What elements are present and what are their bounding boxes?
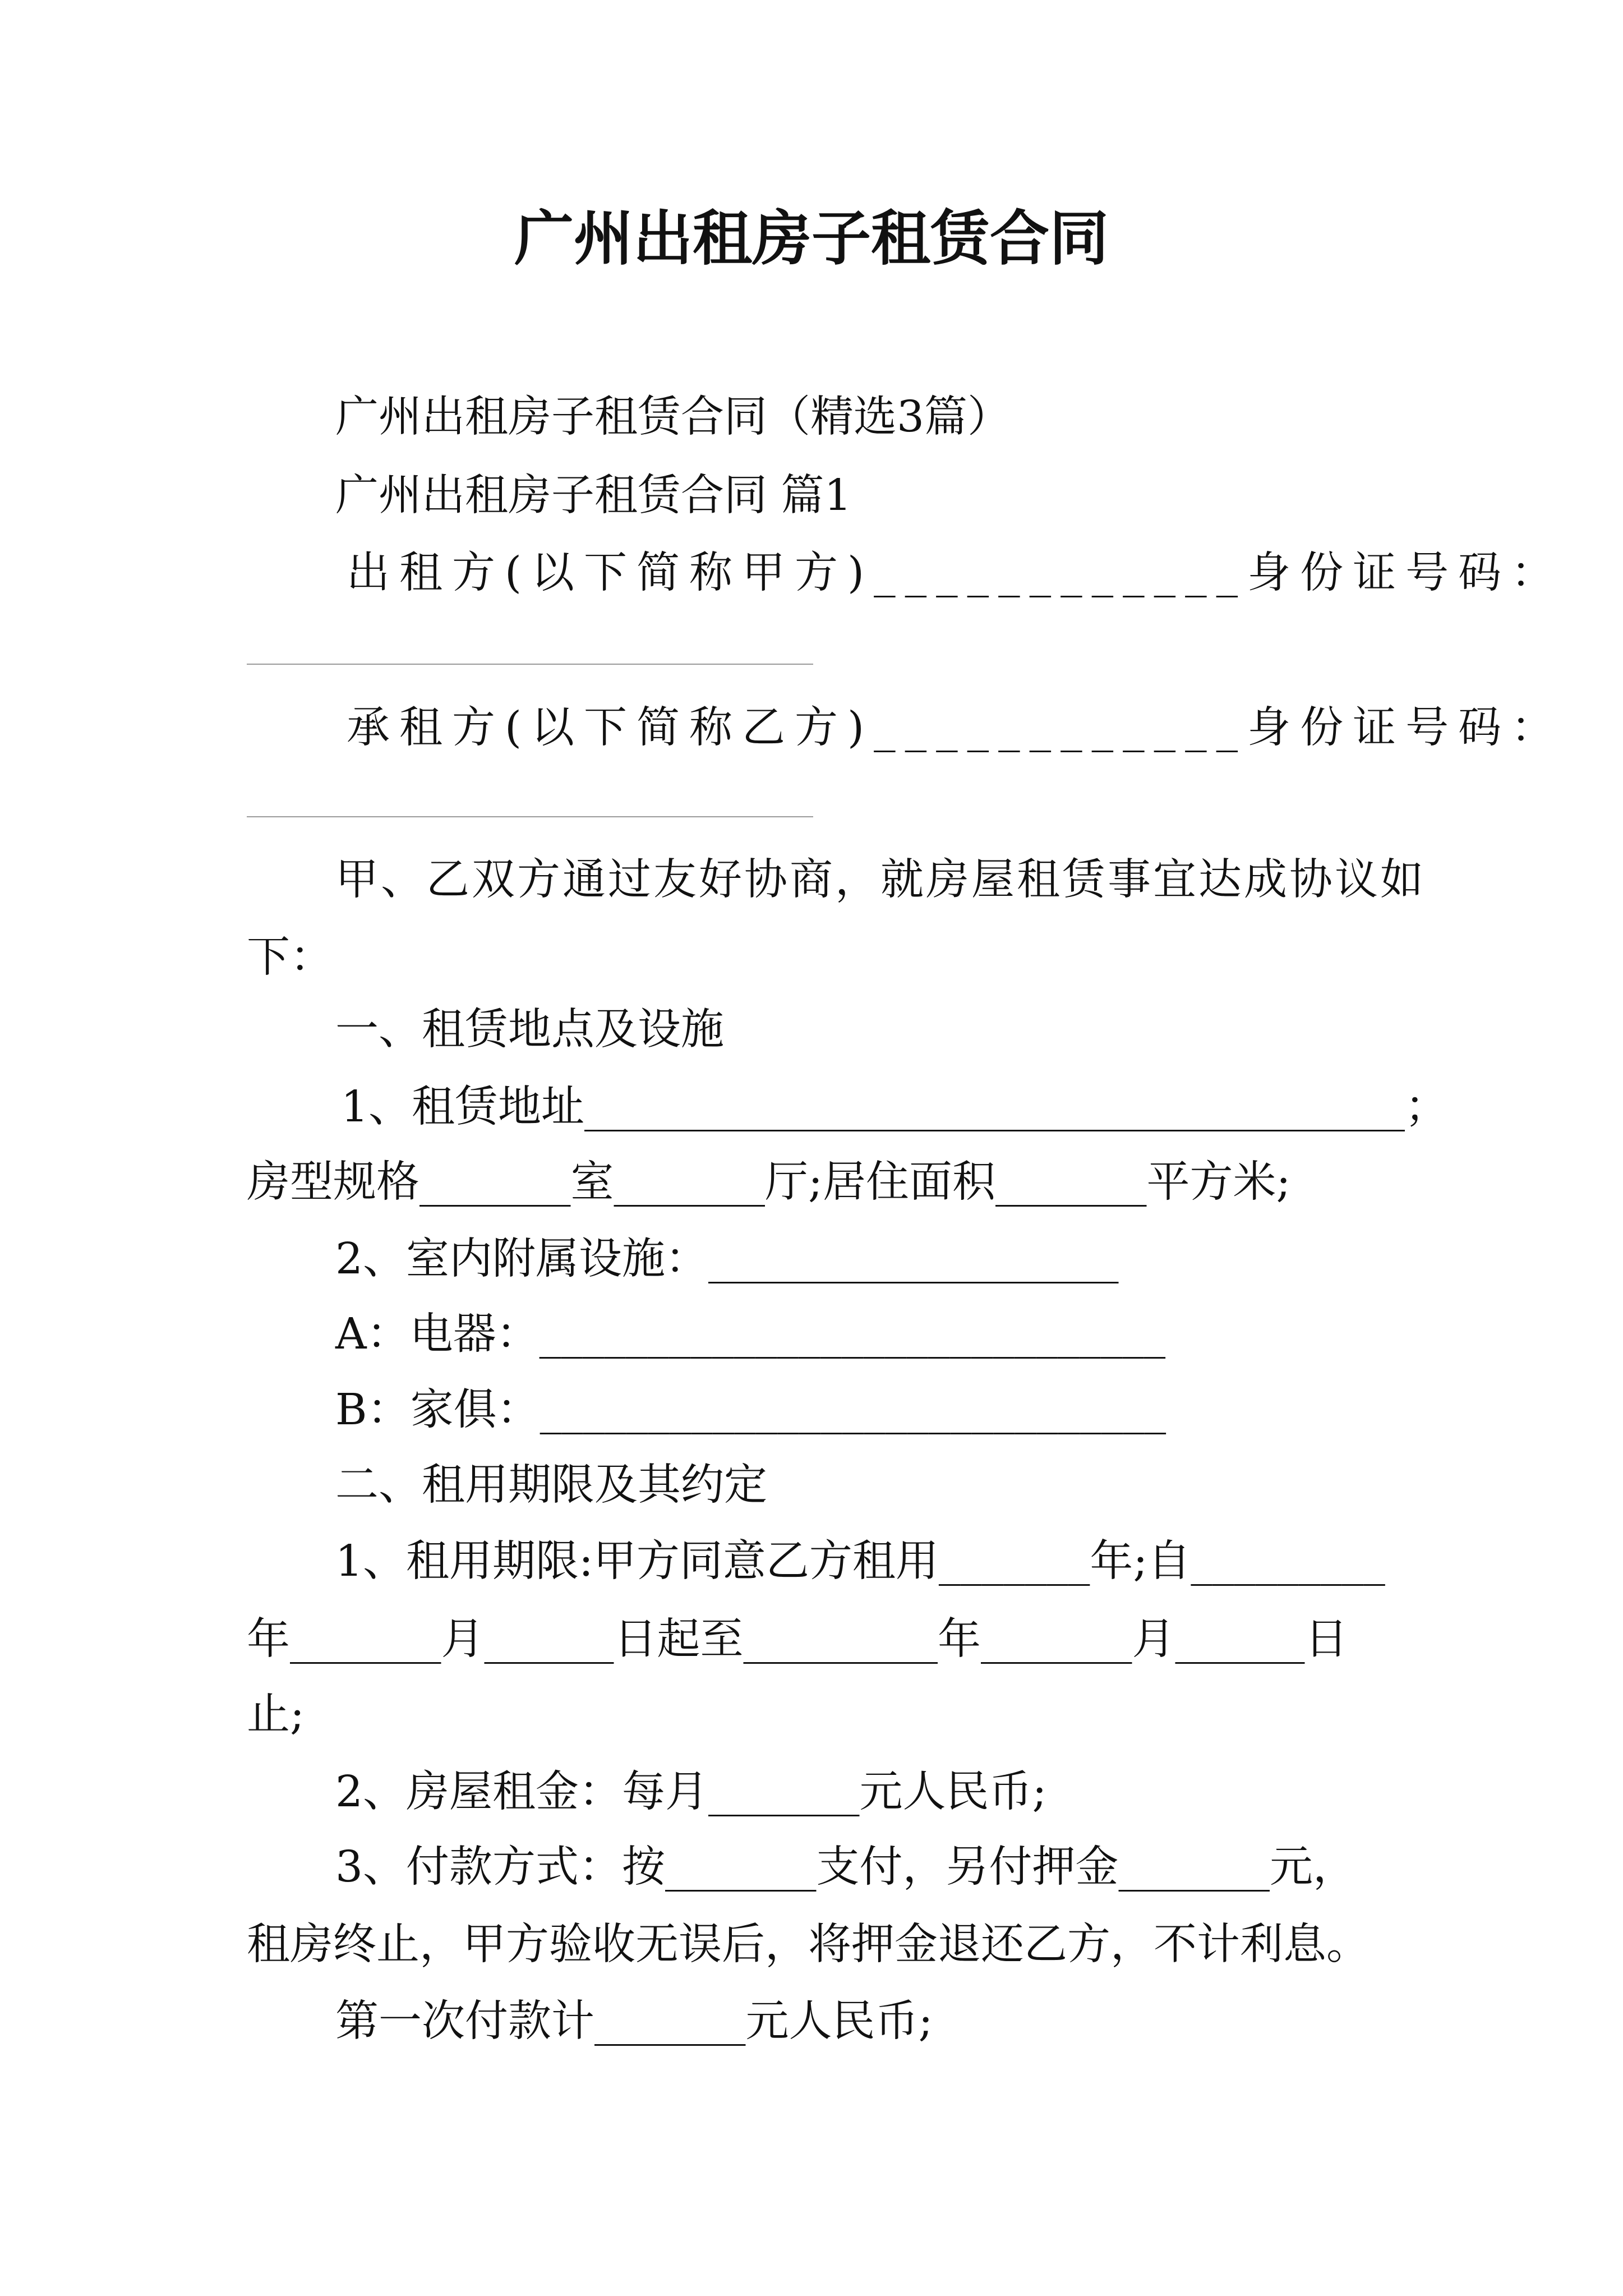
rental-address-line: 1、租赁地址______________________________________； bbox=[341, 1082, 1448, 1132]
agreement-intro: 甲、乙双方通过友好协商，就房屋租赁事宜达成协议如 bbox=[335, 855, 1426, 905]
agreement-intro-cont: 下： bbox=[247, 932, 333, 982]
section-one-heading: 一、租赁地点及设施 bbox=[335, 1005, 724, 1055]
facilities-line: 2、室内附属设施：___________________ bbox=[335, 1234, 1119, 1284]
subtitle-selected: 广州出租房子租赁合同（精选3篇） bbox=[335, 392, 1011, 442]
deposit-return-line: 租房终止，甲方验收无误后，将押金退还乙方，不计利息。 bbox=[247, 1920, 1370, 1970]
first-payment-line: 第一次付款计_______元人民币; bbox=[335, 1996, 933, 2046]
appliances-line: A：电器：_____________________________ bbox=[335, 1309, 1166, 1359]
lessor-line: 出租方(以下简称甲方)____________身份证号码： bbox=[347, 548, 1564, 598]
payment-method-line: 3、付款方式：按_______支付，另付押金_______元， bbox=[335, 1842, 1356, 1892]
document-title: 广州出租房子租赁合同 bbox=[514, 203, 1109, 273]
lessor-id-blank bbox=[247, 664, 813, 665]
section-heading-part1: 广州出租房子租赁合同 篇1 bbox=[335, 471, 852, 521]
lease-term-line: 1、租用期限:甲方同意乙方租用_______年;自_________ bbox=[335, 1536, 1385, 1586]
section-two-heading: 二、租用期限及其约定 bbox=[335, 1460, 767, 1510]
lease-dates-line: 年_______月______日起至_________年_______月______日 bbox=[247, 1614, 1348, 1664]
room-spec-line: 房型规格_______室_______厅;居住面积_______平方米; bbox=[247, 1157, 1291, 1207]
furniture-line: B：家俱：_____________________________ bbox=[335, 1385, 1166, 1435]
lessee-id-blank bbox=[247, 816, 813, 817]
monthly-rent-line: 2、房屋租金：每月_______元人民币; bbox=[335, 1767, 1047, 1817]
lessee-line: 承租方(以下简称乙方)____________身份证号码： bbox=[347, 703, 1564, 753]
lease-dates-end: 止; bbox=[247, 1690, 305, 1740]
